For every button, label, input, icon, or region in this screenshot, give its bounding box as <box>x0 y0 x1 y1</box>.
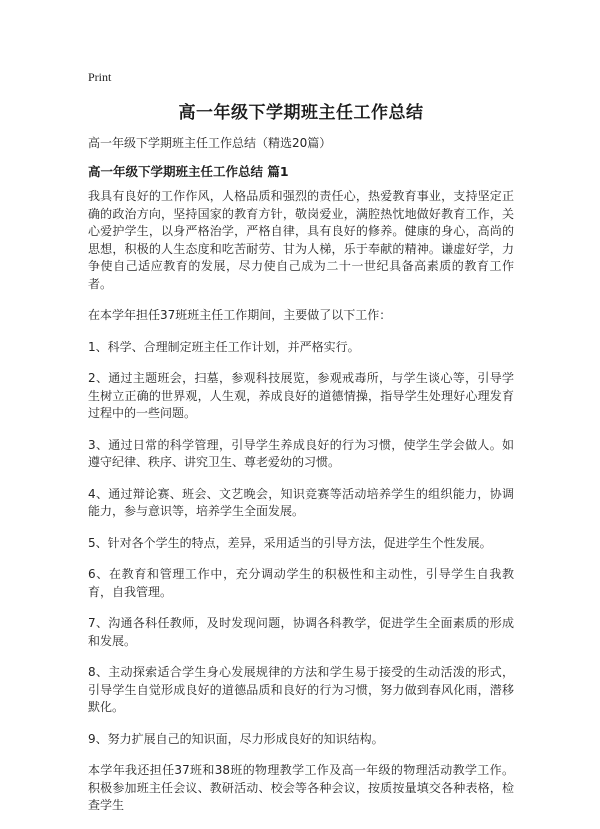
paragraph: 1、科学、合理制定班主任工作计划，并严格实行。 <box>88 339 360 354</box>
paragraph: 4、通过辩论赛、班会、文艺晚会，知识竞赛等活动培养学生的组织能力，协调能力，参与意识等，培养学生全面发展。 <box>88 486 514 518</box>
paragraph: 9、努力扩展自己的知识面，尽力形成良好的知识结构。 <box>88 731 384 746</box>
paragraph: 2、通过主题班会，扫墓，参观科技展览，参观戒毒所，与学生谈心等，引导学生树立正确的世界观，人生观，养成良好的道德情操，指导学生处理好心理发育过程中的一些问题。 <box>88 371 514 420</box>
page-title: 高一年级下学期班主任工作总结 <box>178 103 424 123</box>
paragraph: 7、沟通各科任教师，及时发现问题，协调各科教学，促进学生全面素质的形成和发展。 <box>88 616 514 648</box>
paragraph: 我具有良好的工作作风，人格品质和强烈的责任心，热爱教育事业，支持坚定正确的政治方向，坚持国家的教育方针，敬岗爱业，满腔热忱地做好教育工作，关心爱护学生，以身严格治学，严格自律，具有良好的修养。健康的身心，高尚的思想，积极的人生态度和吃苦耐劳、甘为人梯，乐于奉献的精神。谦虚好学，力争使自己适应教育的发展，尽力使自己成为二十一世纪具备高素质的教育工作者。 <box>88 189 514 291</box>
paragraph: 5、针对各个学生的特点，差异，采用适当的引导方法，促进学生个性发展。 <box>88 535 492 550</box>
document-subtitle: 高一年级下学期班主任工作总结（精选20篇） <box>88 136 332 150</box>
paragraph: 在本学年担任37班班主任工作期间，主要做了以下工作： <box>88 308 392 322</box>
document-body <box>88 188 514 829</box>
paragraph: 3、通过日常的科学管理，引导学生养成良好的行为习惯，使学生学会做人。如遵守纪律、秩序、讲究卫生、尊老爱幼的习惯。 <box>88 437 514 469</box>
paragraph: 本学年我还担任37班和38班的物理教学工作及高一年级的物理活动教学工作。积极参加班主任会议、教研活动、校会等各种会议，按质按量填交各种表格，检查学生 <box>88 763 514 812</box>
paragraph: 8、主动探索适合学生身心发展规律的方法和学生易于接受的生动活泼的形式，引导学生自觉形成良好的道德品质和良好的行为习惯，努力做到春风化雨，潜移默化。 <box>88 665 514 714</box>
section-heading: 高一年级下学期班主任工作总结 篇1 <box>88 164 289 179</box>
print-link[interactable]: Print <box>88 70 112 84</box>
paragraph: 6、在教育和管理工作中，充分调动学生的积极性和主动性，引导学生自我教育，自我管理。 <box>88 567 514 599</box>
